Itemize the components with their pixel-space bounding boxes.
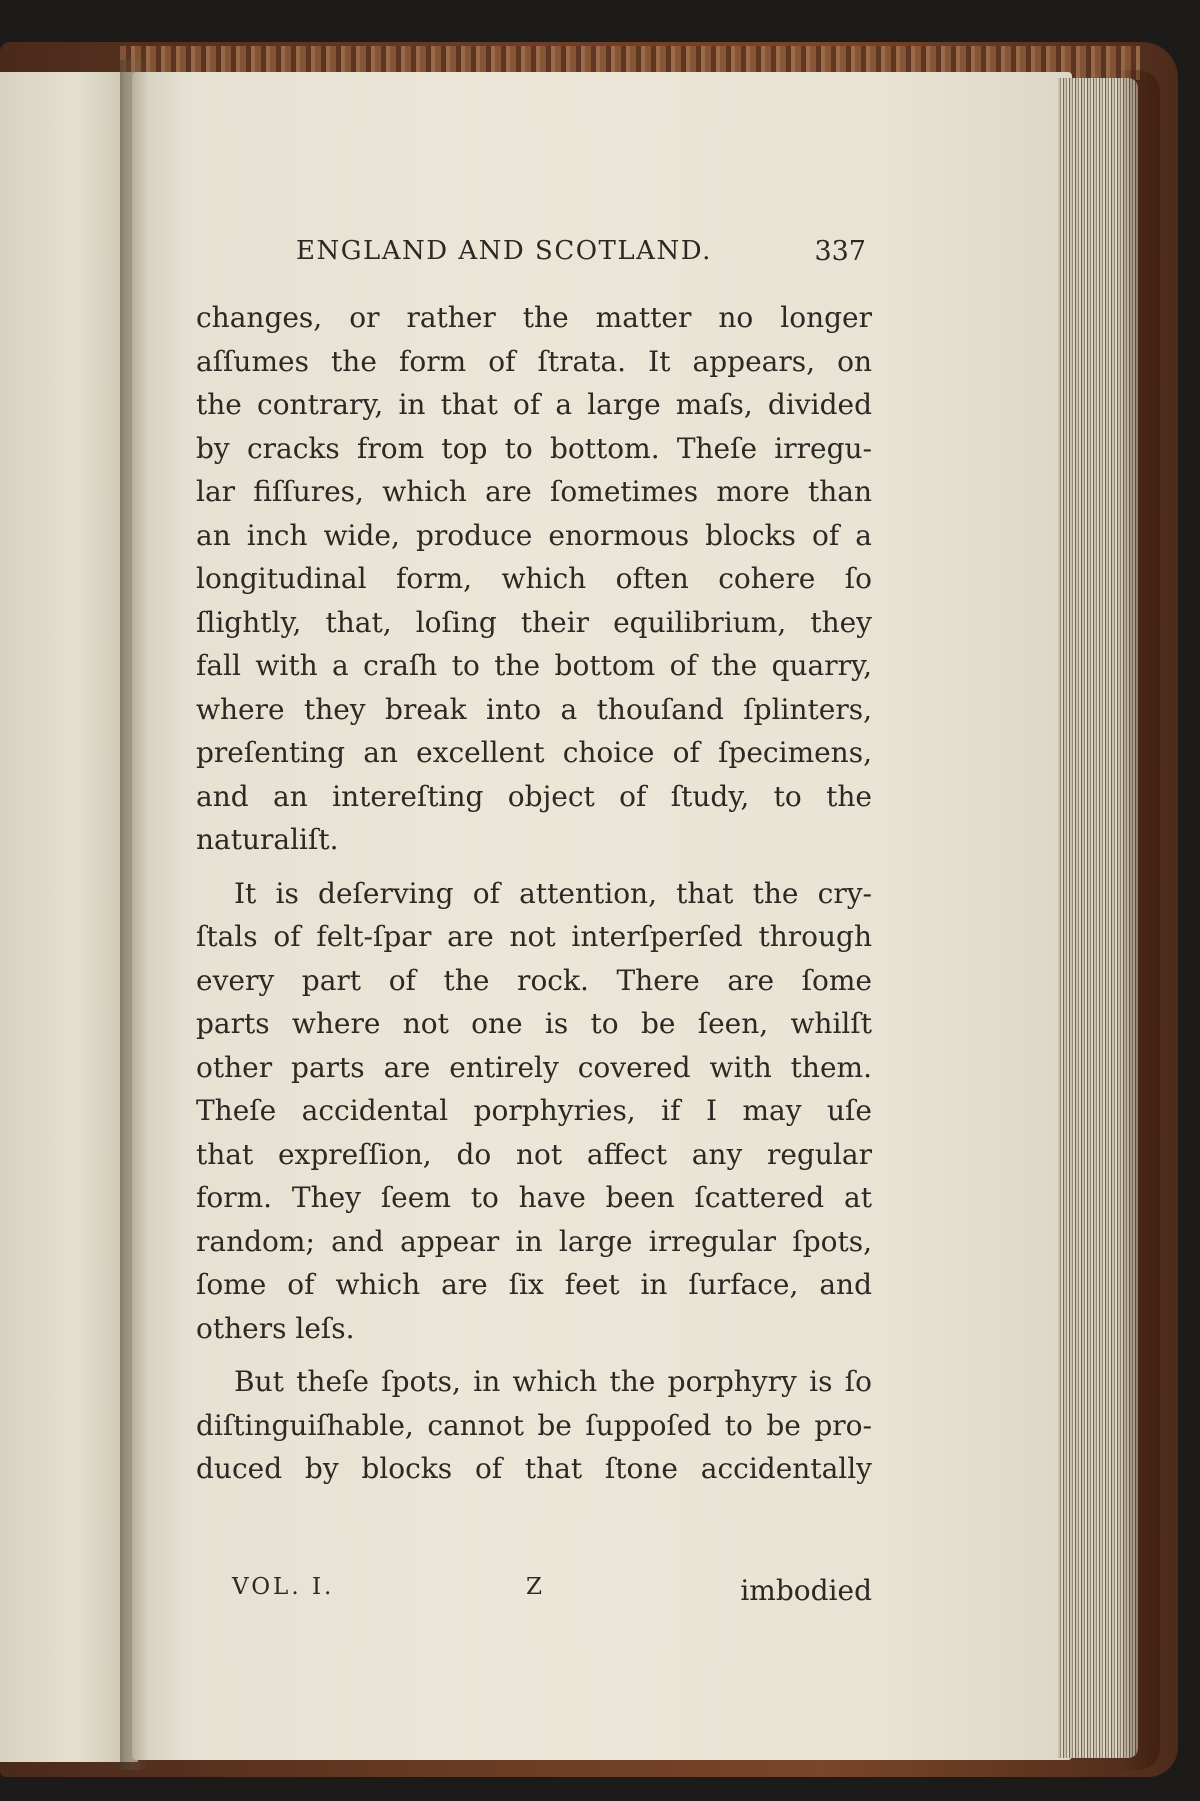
text-line: by cracks from top to bottom. Theſe irregu-: [196, 431, 872, 465]
text-line: changes, or rather the matter no longer: [196, 301, 872, 334]
text-line: form. They ſeem to have been ſcattered at: [196, 1181, 872, 1214]
text-line: It is deſerving of attention, that the cry-: [234, 876, 872, 910]
paragraph: [196, 296, 872, 862]
paragraph: [196, 1360, 872, 1491]
signature-volume: VOL. I.: [232, 1574, 335, 1600]
text-line: ſtals of felt-ſpar are not interſperſed through: [196, 920, 872, 953]
text-line: Theſe accidental porphyries, if I may uſe: [196, 1094, 872, 1127]
text-line: preſenting an excellent choice of ſpecimens,: [196, 736, 872, 769]
text-line: an inch wide, produce enormous blocks of a: [196, 518, 872, 552]
page-number: 337: [814, 236, 866, 267]
text-line: other parts are entirely covered with them.: [196, 1050, 872, 1084]
gutter-shadow: [120, 60, 148, 1770]
text-line: aſſumes the form of ſtrata. It appears, on: [196, 344, 872, 378]
text-line: random; and appear in large irregular ſpots,: [196, 1224, 872, 1258]
text-line: But theſe ſpots, in which the porphyry is ſo: [234, 1365, 872, 1398]
signature-mark: Z: [526, 1574, 542, 1600]
text-line: others leſs.: [196, 1311, 355, 1345]
running-title: ENGLAND AND SCOTLAND.: [296, 236, 712, 266]
running-head: [196, 236, 872, 276]
text-line: ſlightly, that, loſing their equilibrium, they: [196, 605, 872, 639]
text-line: fall with a craſh to the bottom of the quarry,: [196, 649, 872, 682]
text-line: parts where not one is to be ſeen, whilſt: [196, 1007, 872, 1040]
body-text: [196, 296, 872, 1501]
text-line: the contrary, in that of a large maſs, divided: [196, 388, 872, 421]
text-line: that expreſſion, do not affect any regular: [196, 1137, 872, 1171]
text-line: duced by blocks of that ſtone accidentally: [196, 1452, 872, 1485]
text-line: where they break into a thouſand ſplinters,: [196, 692, 872, 726]
text-line: ſome of which are ſix feet in ſurface, and: [196, 1268, 872, 1301]
catchword: imbodied: [740, 1574, 872, 1607]
left-page: [0, 72, 138, 1762]
text-line: every part of the rock. There are ſome: [196, 963, 872, 997]
page-footer: [196, 1574, 872, 1614]
cover-edge-shade: [1118, 70, 1160, 1770]
text-line: naturaliſt.: [196, 823, 339, 856]
text-line: and an intereſting object of ſtudy, to the: [196, 779, 872, 813]
paragraph: [196, 872, 872, 1351]
text-line: longitudinal form, which often cohere ſo: [196, 562, 872, 595]
text-line: lar fiſſures, which are ſometimes more than: [196, 475, 872, 508]
text-line: diſtinguiſhable, cannot be ſuppoſed to be pro-: [196, 1408, 872, 1442]
